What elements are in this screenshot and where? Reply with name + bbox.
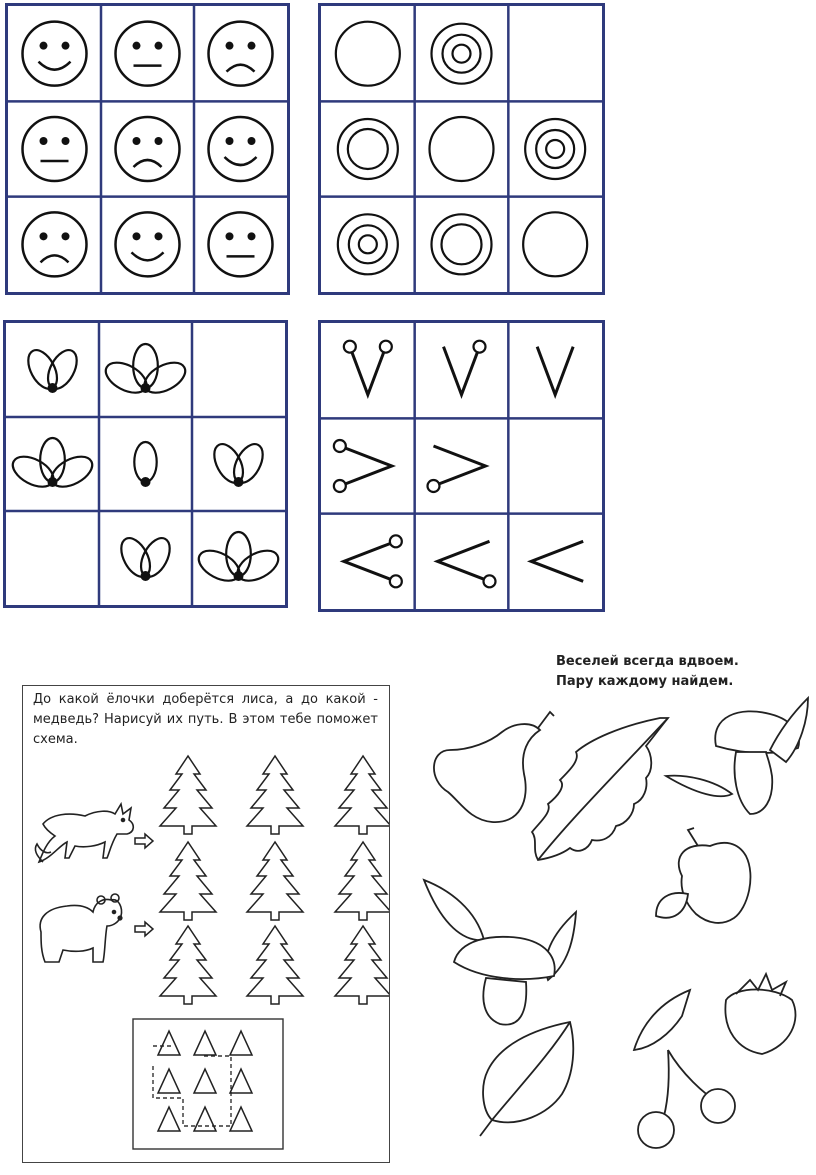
rhyme-line-1: Веселей всегда вдвоем.	[556, 654, 739, 669]
cherry-left	[638, 1112, 674, 1148]
scheme-triangle-1-2	[194, 1031, 216, 1055]
scheme-triangle-3-2	[194, 1107, 216, 1131]
puzzle-faces-grid	[5, 3, 290, 295]
angles-cell-2	[444, 341, 486, 395]
angles-cell-3	[537, 347, 573, 395]
mushroom-stem-right	[735, 752, 773, 814]
leaves-cell-4	[8, 438, 97, 493]
big-leaf-stem	[480, 1120, 492, 1136]
apple-picture	[679, 843, 751, 923]
faces-cell-4	[23, 117, 87, 181]
cherry-leaf-picture	[634, 990, 690, 1050]
pear-stem	[538, 712, 554, 728]
faces-cell-2	[116, 22, 180, 86]
pairs-illustration	[420, 690, 812, 1170]
mushroom-stem-left	[483, 978, 526, 1025]
scheme-triangle-3-1	[158, 1107, 180, 1131]
leaves-cell-8	[115, 533, 175, 581]
circles-cell-6	[525, 119, 585, 179]
faces-cell-6	[209, 117, 273, 181]
circles-cell-5	[430, 117, 494, 181]
angles-cell-8	[438, 541, 496, 587]
circles-cell-9	[523, 212, 587, 276]
angles-cell-4	[334, 440, 392, 492]
circles-cell-7	[338, 214, 398, 274]
puzzle-angles-grid	[318, 320, 605, 612]
leaves-cell-5	[134, 442, 156, 487]
apple-stem	[688, 828, 698, 846]
faces-cell-9	[209, 212, 273, 276]
rhyme-line-2: Пару каждому найдем.	[556, 674, 734, 689]
angles-cell-7	[344, 535, 402, 587]
mushroom-leaf-right	[666, 776, 732, 797]
angles-cell-9	[531, 541, 583, 581]
strawberry-picture	[725, 990, 795, 1055]
circles-cell-2	[432, 24, 492, 84]
puzzle-faces-svg	[8, 6, 287, 292]
puzzle-angles-svg	[321, 323, 602, 609]
faces-cell-5	[116, 117, 180, 181]
puzzle-leaves-grid	[3, 320, 288, 608]
scheme-triangle-1-3	[230, 1031, 252, 1055]
scheme-triangle-2-3	[230, 1069, 252, 1093]
scheme-triangle-2-2	[194, 1069, 216, 1093]
angles-cell-5	[428, 446, 486, 492]
pairs-rhyme	[556, 652, 739, 692]
faces-cell-7	[23, 212, 87, 276]
puzzle-circles-grid	[318, 3, 605, 295]
scheme-triangles	[23, 686, 389, 1162]
mushroom-leaf-left-a	[424, 880, 484, 940]
pear-picture	[434, 724, 540, 822]
leaves-cell-9	[194, 532, 283, 587]
fox-bear-instruction: До какой ёлочки доберётся лиса, а до какой - медведь? Нарисуй их путь. В этом тебе поможет схема.	[33, 692, 378, 747]
faces-cell-3	[209, 22, 273, 86]
faces-cell-8	[116, 212, 180, 276]
circles-cell-4	[338, 119, 398, 179]
angles-cell-1	[344, 341, 392, 395]
scheme-triangle-2-1	[158, 1069, 180, 1093]
mushroom-cap-left	[454, 937, 555, 979]
faces-cell-1	[23, 22, 87, 86]
circles-cell-1	[336, 22, 400, 86]
circles-cell-8	[432, 214, 492, 274]
puzzle-leaves-svg	[6, 323, 285, 605]
scheme-triangle-1-1	[158, 1031, 180, 1055]
leaves-cell-2	[101, 344, 190, 399]
leaves-cell-1	[22, 345, 82, 393]
puzzle-circles-svg	[321, 6, 602, 292]
apple-leaf	[656, 893, 688, 918]
leaves-cell-6	[208, 439, 268, 487]
fox-bear-task-panel	[22, 685, 390, 1163]
cherry-right	[701, 1089, 735, 1123]
scheme-triangle-3-3	[230, 1107, 252, 1131]
